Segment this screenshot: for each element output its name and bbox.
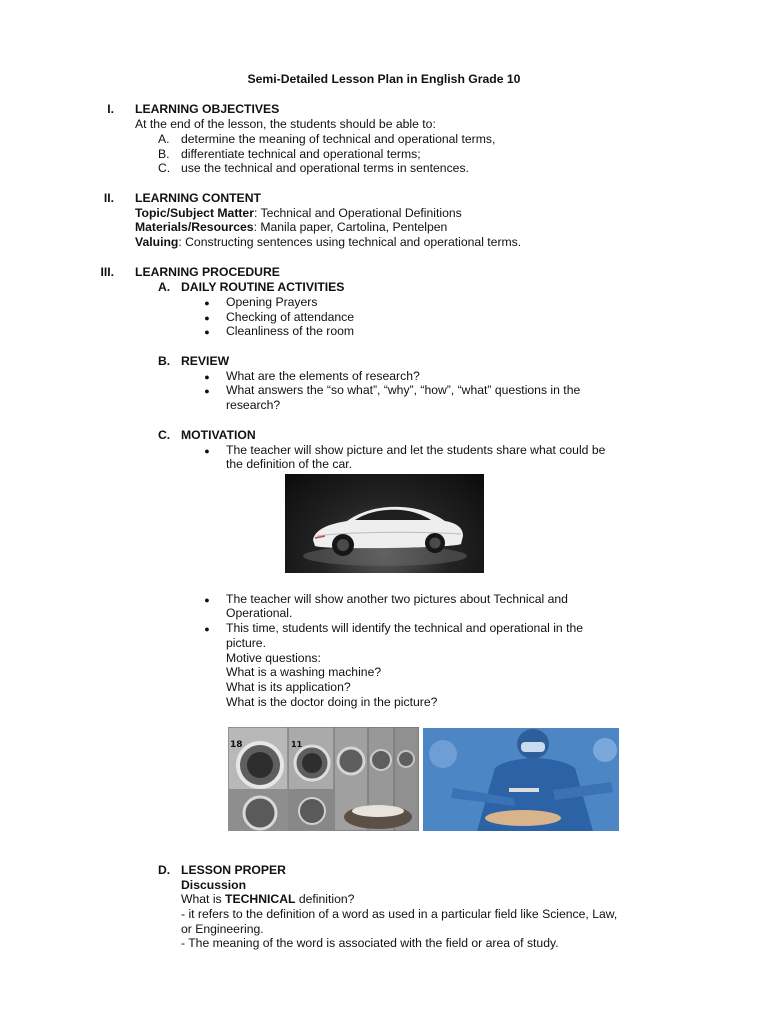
- materials-value: : Manila paper, Cartolina, Pentelpen: [253, 220, 448, 234]
- motivation-item-continued: the definition of the car.: [226, 457, 353, 471]
- objective-item: differentiate technical and operational terms;: [181, 147, 421, 161]
- subsection-letter: A.: [158, 280, 171, 294]
- bullet-icon: [202, 592, 212, 608]
- topic-label: Topic/Subject Matter: [135, 206, 254, 220]
- subsection-letter: C.: [158, 428, 171, 442]
- section-numeral: II.: [103, 191, 114, 205]
- car-illustration: [285, 474, 484, 573]
- discussion-line: - The meaning of the word is associated with the field or area of study.: [181, 936, 559, 950]
- subsection-letter: B.: [158, 354, 171, 368]
- motive-question: What is its application?: [226, 680, 351, 694]
- subsection-heading-lesson: LESSON PROPER: [181, 863, 286, 877]
- discussion-subheading: Discussion: [181, 878, 247, 892]
- bullet-icon: [202, 443, 212, 459]
- materials-label: Materials/Resources: [135, 220, 254, 234]
- discussion-line: or Engineering.: [181, 922, 264, 936]
- motive-question: What is the doctor doing in the picture?: [226, 695, 438, 709]
- motive-question: What is a washing machine?: [226, 665, 382, 679]
- materials-line: [135, 220, 447, 235]
- motivation-item-continued: Operational.: [226, 606, 293, 620]
- review-item-continued: research?: [226, 398, 281, 412]
- page-title: Semi-Detailed Lesson Plan in English Grade 10: [247, 72, 521, 86]
- section-numeral: III.: [100, 265, 114, 279]
- car-photo: [285, 474, 484, 573]
- review-item: What are the elements of research?: [226, 369, 420, 383]
- topic-value: : Technical and Operational Definitions: [253, 206, 462, 220]
- question-suffix: definition?: [295, 892, 355, 906]
- list-letter: B.: [158, 147, 170, 161]
- section-heading-procedure: LEARNING PROCEDURE: [135, 265, 280, 279]
- subsection-heading-review: REVIEW: [181, 354, 230, 368]
- objective-item: determine the meaning of technical and operational terms,: [181, 132, 496, 146]
- list-letter: A.: [158, 132, 170, 146]
- motivation-item: This time, students will identify the technical and operational in the: [226, 621, 584, 635]
- motivation-item-continued: picture.: [226, 636, 266, 650]
- motive-questions-label: Motive questions:: [226, 651, 321, 665]
- valuing-value: : Constructing sentences using technical and operational terms.: [178, 235, 522, 249]
- discussion-question: [181, 892, 354, 907]
- list-letter: C.: [158, 161, 171, 175]
- section-heading-objectives: LEARNING OBJECTIVES: [135, 102, 280, 116]
- valuing-label: Valuing: [135, 235, 179, 249]
- washer-number-label: 11: [291, 740, 303, 749]
- section-numeral: I.: [107, 102, 114, 116]
- objectives-intro: At the end of the lesson, the students should be able to:: [135, 117, 436, 131]
- discussion-line: - it refers to the definition of a word as used in a particular field like Science, Law,: [181, 907, 618, 921]
- washing-machines-photo: [228, 727, 419, 831]
- objective-item: use the technical and operational terms in sentences.: [181, 161, 469, 175]
- subsection-heading-routine: DAILY ROUTINE ACTIVITIES: [181, 280, 345, 294]
- section-heading-content: LEARNING CONTENT: [135, 191, 261, 205]
- subsection-letter: D.: [158, 863, 171, 877]
- motivation-item: The teacher will show another two pictures about Technical and: [226, 592, 568, 606]
- subsection-heading-motivation: MOTIVATION: [181, 428, 256, 442]
- surgery-doctor-photo: [423, 728, 619, 831]
- motivation-item: The teacher will show picture and let the students share what could be: [226, 443, 606, 457]
- washer-number-label: 18: [230, 740, 243, 750]
- bullet-icon: [202, 295, 212, 311]
- bullet-icon: [202, 383, 212, 399]
- bullet-icon: [202, 324, 212, 340]
- topic-line: [135, 206, 462, 221]
- routine-item: Cleanliness of the room: [226, 324, 355, 338]
- review-item: What answers the “so what”, “why”, “how”, “what” questions in the: [226, 383, 581, 397]
- question-term: TECHNICAL: [225, 892, 296, 906]
- valuing-line: [135, 235, 521, 250]
- surgery-illustration: [423, 728, 619, 831]
- routine-item: Opening Prayers: [226, 295, 318, 309]
- washing-machines-illustration: [228, 727, 419, 831]
- bullet-icon: [202, 621, 212, 637]
- routine-item: Checking of attendance: [226, 310, 355, 324]
- question-prefix: What is: [181, 892, 226, 906]
